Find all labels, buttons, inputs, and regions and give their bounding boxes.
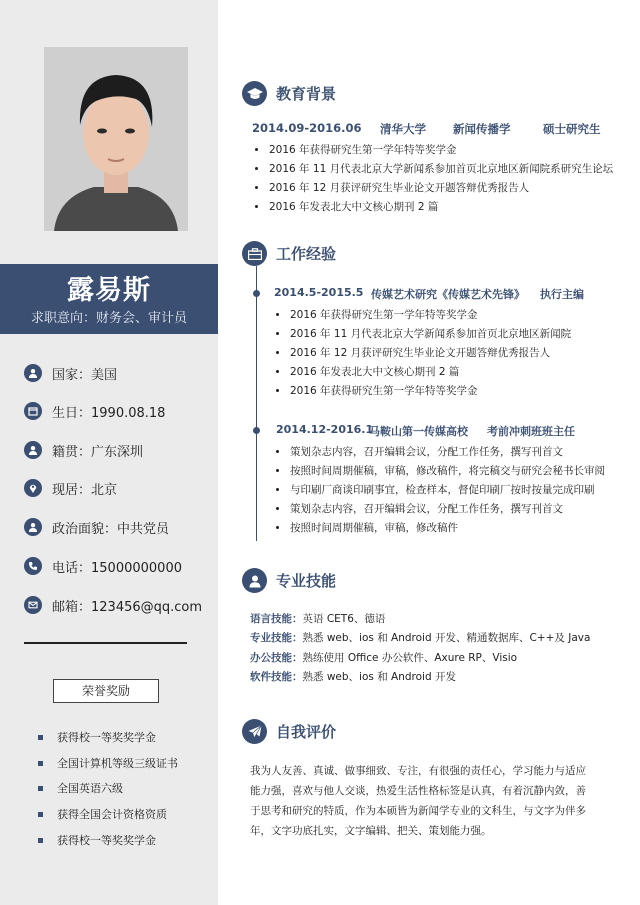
skill-value: 熟悉 web、ios 和 Android 开发、精通数据库、C++及 Java — [302, 632, 591, 644]
user-icon — [24, 441, 42, 459]
info-hometown-text: 籍贯：广东深圳 — [52, 444, 144, 460]
job-bullet — [276, 500, 563, 516]
work-section-header — [242, 241, 336, 266]
skill-row — [250, 630, 590, 646]
bullet-dot-icon — [276, 351, 279, 354]
bullet-dot-icon — [276, 313, 279, 316]
education-section-header — [242, 81, 336, 106]
info-email-text: 邮箱：123456@qq.com — [52, 599, 203, 615]
profile-photo — [44, 47, 188, 231]
evaluation-title: 自我评价 — [276, 723, 337, 741]
skill-label: 办公技能： — [250, 652, 303, 664]
bullet-dot-icon — [276, 488, 279, 491]
email-icon — [24, 596, 42, 614]
timeline-dot — [253, 427, 260, 434]
evaluation-line: 于思考和研究的特质，作为本硕皆为新闻学专业的文科生，与文字为伴多 — [250, 805, 586, 817]
education-bullet — [255, 160, 613, 176]
calendar-icon — [24, 402, 42, 420]
bullet-dot-icon — [276, 507, 279, 510]
bullet-dot-icon — [276, 389, 279, 392]
info-political-text: 政治面貌：中共党员 — [52, 521, 170, 537]
info-birthday — [24, 401, 165, 421]
bullet-dot-icon — [255, 167, 258, 170]
job-bullet — [276, 443, 563, 459]
square-bullet-icon — [38, 761, 43, 766]
education-bullet — [255, 141, 457, 157]
job-period: 2014.12-2016.1 — [276, 423, 374, 436]
work-title: 工作经验 — [276, 245, 337, 263]
job-bullet-text: 按照时间周期催稿，审稿，修改稿件，将完稿交与研究会秘书长审阅 — [290, 464, 605, 477]
info-country-text: 国家：美国 — [52, 367, 118, 383]
info-email — [24, 595, 202, 615]
skills-section-header — [242, 568, 336, 593]
job-bullet-text: 策划杂志内容，召开编辑会议，分配工作任务，撰写刊首文 — [290, 445, 563, 458]
bullet-dot-icon — [276, 450, 279, 453]
evaluation-line: 我为人友善、真诚、做事细致、专注，有很强的责任心，学习能力与适应 — [250, 765, 586, 777]
name-banner — [0, 264, 218, 334]
job-bullet-text: 2016 年获得研究生第一学年特等奖学金 — [290, 384, 478, 397]
location-pin-icon — [24, 479, 42, 497]
job-company: 传媒艺术研究《传媒艺术先锋》 — [371, 288, 525, 301]
bullet-dot-icon — [276, 370, 279, 373]
timeline-dot — [253, 290, 260, 297]
job-period: 2014.5-2015.5 — [274, 286, 364, 299]
paper-plane-icon — [242, 719, 267, 744]
education-period: 2014.09-2016.06 — [252, 121, 362, 135]
info-political — [24, 517, 169, 537]
square-bullet-icon — [38, 812, 43, 817]
honor-item-text: 全国计算机等级三级证书 — [57, 757, 178, 770]
job-company: 马鞍山第一传媒高校 — [369, 425, 468, 438]
square-bullet-icon — [38, 838, 43, 843]
briefcase-icon — [242, 241, 267, 266]
job-intent: 求职意向：财务会、审计员 — [30, 311, 187, 326]
job-bullet — [276, 519, 458, 535]
job-bullet — [276, 481, 595, 497]
bullet-dot-icon — [255, 186, 258, 189]
honor-item — [38, 729, 156, 745]
timeline-line — [256, 266, 257, 541]
info-country — [24, 363, 117, 383]
education-school: 清华大学 — [380, 122, 426, 136]
phone-icon — [24, 557, 42, 575]
education-bullet-text: 2016 年获得研究生第一学年特等奖学金 — [269, 143, 457, 156]
honor-item — [38, 780, 123, 796]
skill-label: 专业技能： — [250, 632, 303, 644]
honor-item-text: 全国英语六级 — [57, 782, 123, 795]
graduation-cap-icon — [242, 81, 267, 106]
job-role: 执行主编 — [540, 288, 584, 301]
honor-item — [38, 832, 156, 848]
job-bullet — [276, 363, 459, 379]
sidebar — [0, 0, 218, 905]
bullet-dot-icon — [276, 332, 279, 335]
evaluation-text — [250, 761, 605, 841]
info-birthday-text: 生日：1990.08.18 — [52, 405, 166, 421]
job-bullet-text: 2016 年 11 月代表北京大学新闻系参加首页北京地区新闻院 — [290, 327, 572, 340]
job-bullet-text: 与印刷厂商谈印刷事宜，检查样本，督促印刷厂按时按量完成印刷 — [290, 483, 595, 496]
job-bullet — [276, 462, 605, 478]
honors-title: 荣誉奖励 — [53, 679, 159, 703]
job-bullet-text: 2016 年发表北大中文核心期刊 2 篇 — [290, 365, 460, 378]
honor-item-text: 获得校一等奖奖学金 — [57, 834, 156, 847]
bullet-dot-icon — [255, 205, 258, 208]
education-bullet — [255, 198, 438, 214]
honor-item — [38, 755, 178, 771]
job-bullet — [276, 325, 571, 341]
skill-row — [250, 650, 517, 666]
job-bullet-text: 按照时间周期催稿，审稿，修改稿件 — [290, 521, 458, 534]
education-bullet-text: 2016 年 11 月代表北京大学新闻系参加首页北京地区新闻院系研究生论坛 — [269, 162, 614, 175]
honor-item-text: 获得校一等奖奖学金 — [57, 731, 156, 744]
skill-row — [250, 611, 385, 627]
info-hometown — [24, 440, 143, 460]
square-bullet-icon — [38, 786, 43, 791]
info-phone-text: 电话：15000000000 — [52, 560, 182, 576]
bullet-dot-icon — [276, 526, 279, 529]
job-bullet — [276, 344, 550, 360]
job-bullet — [276, 306, 478, 322]
education-bullet — [255, 179, 529, 195]
info-residence — [24, 478, 117, 498]
job-bullet-text: 2016 年 12 月获评研究生毕业论文开题答辩优秀报告人 — [290, 346, 551, 359]
job-role: 考前冲刺班班主任 — [487, 425, 575, 438]
evaluation-line: 能力强，喜欢与他人交谈，热爱生活性格标签是认真，有着沉静内敛，善 — [250, 785, 586, 797]
bullet-dot-icon — [255, 148, 258, 151]
job-bullet-text: 2016 年获得研究生第一学年特等奖学金 — [290, 308, 478, 321]
education-title: 教育背景 — [276, 85, 337, 103]
skill-row — [250, 669, 456, 685]
skill-value: 英语 CET6、德语 — [302, 613, 386, 625]
education-bullet-text: 2016 年发表北大中文核心期刊 2 篇 — [269, 200, 439, 213]
user-skill-icon — [242, 568, 267, 593]
education-major: 新闻传播学 — [453, 122, 511, 136]
skill-label: 软件技能： — [250, 671, 303, 683]
info-residence-text: 现居：北京 — [52, 482, 118, 498]
evaluation-section-header — [242, 719, 336, 744]
honor-item-text: 获得全国会计资格资质 — [57, 808, 167, 821]
user-icon — [24, 364, 42, 382]
full-name: 露易斯 — [67, 275, 151, 306]
honor-item — [38, 806, 167, 822]
skill-label: 语言技能： — [250, 613, 303, 625]
education-degree: 硕士研究生 — [543, 122, 601, 136]
user-icon — [24, 518, 42, 536]
education-bullet-text: 2016 年 12 月获评研究生毕业论文开题答辩优秀报告人 — [269, 181, 530, 194]
skills-title: 专业技能 — [276, 572, 337, 590]
square-bullet-icon — [38, 735, 43, 740]
bullet-dot-icon — [276, 469, 279, 472]
evaluation-line: 年，文字功底扎实，文字编辑、把关、策划能力强。 — [250, 825, 492, 837]
job-bullet-text: 策划杂志内容，召开编辑会议，分配工作任务，撰写刊首文 — [290, 502, 563, 515]
sidebar-divider — [24, 642, 187, 644]
skill-value: 熟悉 web、ios 和 Android 开发 — [302, 671, 456, 683]
job-bullet — [276, 382, 478, 398]
info-phone — [24, 556, 182, 576]
skill-value: 熟练使用 Office 办公软件、Axure RP、Visio — [302, 652, 518, 664]
